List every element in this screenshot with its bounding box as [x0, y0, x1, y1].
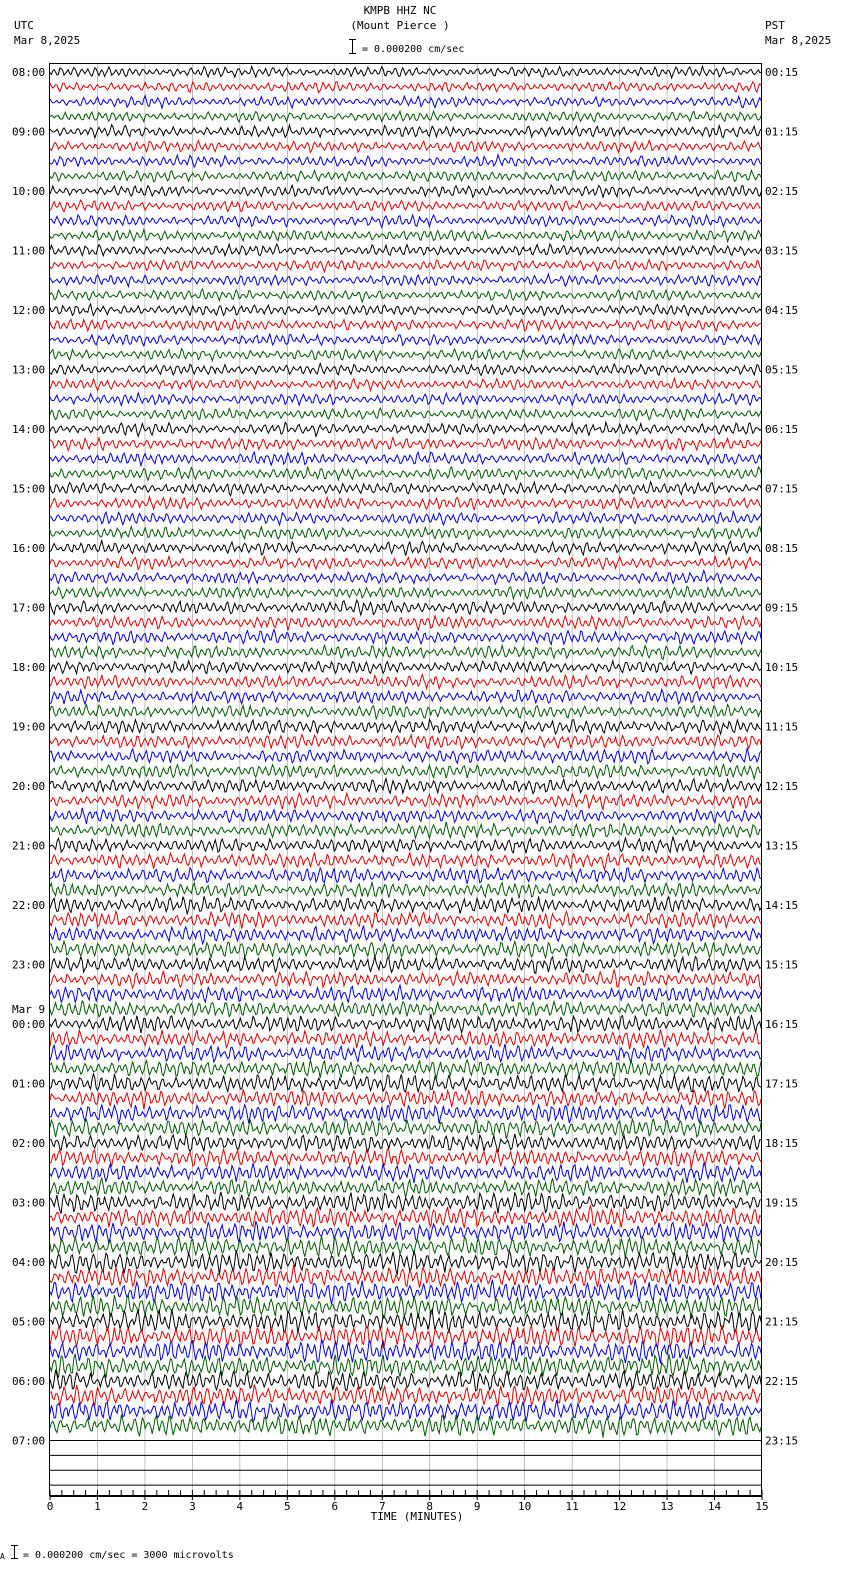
trace-line-0 [50, 66, 761, 78]
trace-line-60 [50, 956, 761, 974]
pst-label: 00:15 [765, 66, 799, 79]
trace-line-33 [50, 556, 761, 569]
x-tick-label: 8 [426, 1500, 434, 1513]
utc-label: 17:00 [12, 601, 46, 615]
trace-line-91 [50, 1415, 761, 1438]
footer-scale-bar-icon [11, 1545, 18, 1559]
trace-line-3 [50, 111, 761, 122]
utc-label: 01:00 [12, 1077, 46, 1091]
trace-line-57 [50, 911, 761, 928]
trace-line-80 [50, 1250, 761, 1275]
pst-label: 12:15 [765, 780, 799, 793]
left-date: Mar 8,2025 [14, 34, 81, 47]
pst-label: 14:15 [765, 899, 799, 912]
trace-line-23 [50, 408, 761, 420]
utc-label: 00:00 [12, 1018, 46, 1031]
trace-line-85 [50, 1325, 761, 1348]
trace-line-8 [50, 185, 761, 197]
pst-label: 16:15 [765, 1018, 799, 1031]
trace-line-68 [50, 1074, 761, 1092]
pst-label: 04:15 [765, 304, 799, 317]
trace-line-73 [50, 1149, 761, 1168]
trace-line-16 [50, 304, 761, 316]
trace-line-70 [50, 1105, 761, 1124]
seismic-traces [50, 66, 762, 1485]
utc-label: 09:00 [12, 125, 46, 139]
pst-label: 13:15 [765, 839, 799, 853]
trace-line-54 [50, 868, 761, 884]
trace-line-50 [50, 808, 761, 824]
corner-mark: A [0, 1552, 5, 1561]
trace-line-63 [50, 1001, 761, 1017]
trace-line-34 [50, 570, 761, 584]
x-tick-label: 10 [518, 1500, 532, 1513]
trace-line-56 [50, 896, 761, 913]
trace-line-75 [50, 1178, 761, 1197]
utc-label: 04:00 [12, 1256, 46, 1269]
x-tick-label: 2 [141, 1500, 149, 1513]
utc-label: 22:00 [12, 899, 46, 912]
x-tick-label: 5 [284, 1500, 291, 1513]
site-title: (Mount Pierce ) [350, 19, 450, 32]
left-timezone: UTC [14, 19, 34, 32]
trace-line-51 [50, 822, 761, 839]
trace-line-24 [50, 422, 761, 436]
trace-line-69 [50, 1090, 761, 1109]
trace-line-12 [50, 244, 761, 256]
trace-line-22 [50, 393, 761, 406]
trace-line-59 [50, 941, 761, 958]
utc-hour-labels [12, 66, 45, 1448]
trace-line-45 [50, 735, 761, 749]
pst-label: 06:15 [765, 423, 799, 436]
footer-scale-note: = 0.000200 cm/sec = 3000 microvolts [23, 1550, 234, 1561]
trace-line-41 [50, 674, 761, 689]
trace-line-13 [50, 260, 761, 272]
pst-label: 23:15 [765, 1434, 799, 1448]
trace-line-27 [50, 467, 761, 481]
x-tick-label: 3 [189, 1500, 196, 1513]
trace-line-35 [50, 586, 761, 598]
trace-line-55 [50, 882, 761, 898]
x-tick-label: 13 [660, 1500, 674, 1513]
trace-line-39 [50, 645, 761, 659]
pst-label: 05:15 [765, 363, 799, 377]
trace-line-79 [50, 1236, 761, 1258]
utc-label: 11:00 [12, 244, 46, 258]
trace-line-65 [50, 1030, 761, 1049]
trace-line-25 [50, 438, 761, 451]
pst-label: 22:15 [765, 1375, 799, 1388]
trace-line-14 [50, 274, 761, 287]
trace-line-44 [50, 720, 761, 735]
utc-label: 16:00 [12, 542, 46, 555]
trace-line-17 [50, 319, 761, 331]
trace-line-40 [50, 661, 761, 674]
pst-label: 03:15 [765, 244, 799, 258]
trace-line-37 [50, 616, 761, 631]
x-tick-label: 15 [755, 1500, 769, 1513]
pst-label: 11:15 [765, 720, 799, 734]
utc-label: 02:00 [12, 1137, 46, 1150]
pst-label: 21:15 [765, 1315, 799, 1329]
trace-line-31 [50, 527, 761, 540]
x-tick-label: 9 [473, 1500, 481, 1513]
x-tick-label: 1 [94, 1500, 101, 1513]
date-change-label: Mar 9 [12, 1003, 46, 1016]
pst-label: 17:15 [765, 1077, 799, 1091]
utc-label: 21:00 [12, 839, 46, 853]
trace-line-20 [50, 364, 761, 376]
utc-label: 14:00 [12, 423, 46, 436]
trace-line-2 [50, 96, 761, 108]
trace-line-87 [50, 1354, 761, 1378]
utc-label: 03:00 [12, 1196, 46, 1210]
x-tick-label: 0 [46, 1500, 54, 1513]
trace-line-9 [50, 200, 761, 212]
pst-label: 09:15 [765, 601, 799, 615]
trace-line-7 [50, 170, 761, 182]
trace-line-52 [50, 837, 761, 853]
pst-label: 19:15 [765, 1196, 799, 1210]
trace-line-26 [50, 452, 761, 466]
trace-line-19 [50, 349, 761, 361]
x-tick-label: 6 [331, 1500, 339, 1513]
trace-line-30 [50, 512, 761, 525]
trace-line-28 [50, 482, 761, 496]
trace-line-46 [50, 748, 761, 764]
minute-gridlines [97, 64, 714, 1495]
pst-hour-labels [765, 66, 798, 1448]
utc-label: 23:00 [12, 958, 46, 972]
utc-label: 19:00 [12, 720, 46, 734]
x-tick-label: 12 [612, 1500, 627, 1513]
pst-label: 07:15 [765, 482, 799, 496]
trace-line-48 [50, 779, 761, 794]
x-tick-label: 4 [236, 1500, 244, 1513]
pst-label: 02:15 [765, 185, 799, 198]
trace-line-83 [50, 1295, 761, 1319]
trace-line-74 [50, 1163, 761, 1183]
trace-line-61 [50, 970, 761, 989]
trace-line-66 [50, 1044, 761, 1063]
station-title: KMPB HHZ NC [363, 4, 437, 17]
right-timezone: PST [765, 19, 785, 32]
utc-label: 13:00 [12, 363, 46, 377]
utc-label: 18:00 [12, 661, 46, 674]
trace-line-1 [50, 82, 761, 93]
pst-label: 08:15 [765, 542, 799, 555]
x-tick-label: 11 [565, 1500, 579, 1513]
utc-label: 10:00 [12, 185, 46, 198]
utc-label: 06:00 [12, 1375, 46, 1388]
trace-line-42 [50, 689, 761, 704]
trace-line-29 [50, 497, 761, 510]
trace-line-58 [50, 926, 761, 944]
right-date: Mar 8,2025 [765, 34, 832, 47]
trace-line-4 [50, 125, 761, 138]
trace-line-38 [50, 630, 761, 645]
trace-line-10 [50, 215, 761, 228]
trace-line-32 [50, 541, 761, 556]
x-axis-label: TIME (MINUTES) [370, 1510, 464, 1523]
pst-label: 20:15 [765, 1256, 799, 1269]
x-tick-label: 14 [707, 1500, 722, 1513]
trace-line-15 [50, 289, 761, 302]
trace-line-72 [50, 1134, 761, 1153]
scale-text: = 0.000200 cm/sec [362, 44, 465, 55]
pst-label: 10:15 [765, 661, 799, 674]
pst-label: 18:15 [765, 1137, 799, 1150]
utc-label: 12:00 [12, 304, 46, 317]
trace-line-81 [50, 1265, 761, 1288]
trace-line-49 [50, 793, 761, 809]
trace-line-43 [50, 705, 761, 719]
x-tick-label: 7 [378, 1500, 386, 1513]
trace-line-5 [50, 140, 761, 152]
trace-line-53 [50, 853, 761, 870]
trace-line-67 [50, 1060, 761, 1078]
trace-line-64 [50, 1014, 761, 1033]
utc-label: 05:00 [12, 1315, 46, 1329]
utc-label: 15:00 [12, 482, 46, 496]
trace-line-62 [50, 985, 761, 1003]
utc-label: 08:00 [12, 66, 46, 79]
utc-label: 07:00 [12, 1434, 46, 1448]
pst-label: 01:15 [765, 125, 799, 139]
pst-label: 15:15 [765, 958, 799, 972]
trace-line-21 [50, 379, 761, 391]
utc-label: 20:00 [12, 780, 46, 793]
trace-line-11 [50, 230, 761, 242]
trace-line-18 [50, 334, 761, 346]
scale-bar-icon [349, 39, 356, 54]
trace-line-36 [50, 600, 761, 615]
trace-line-6 [50, 155, 761, 167]
trace-line-47 [50, 764, 761, 778]
